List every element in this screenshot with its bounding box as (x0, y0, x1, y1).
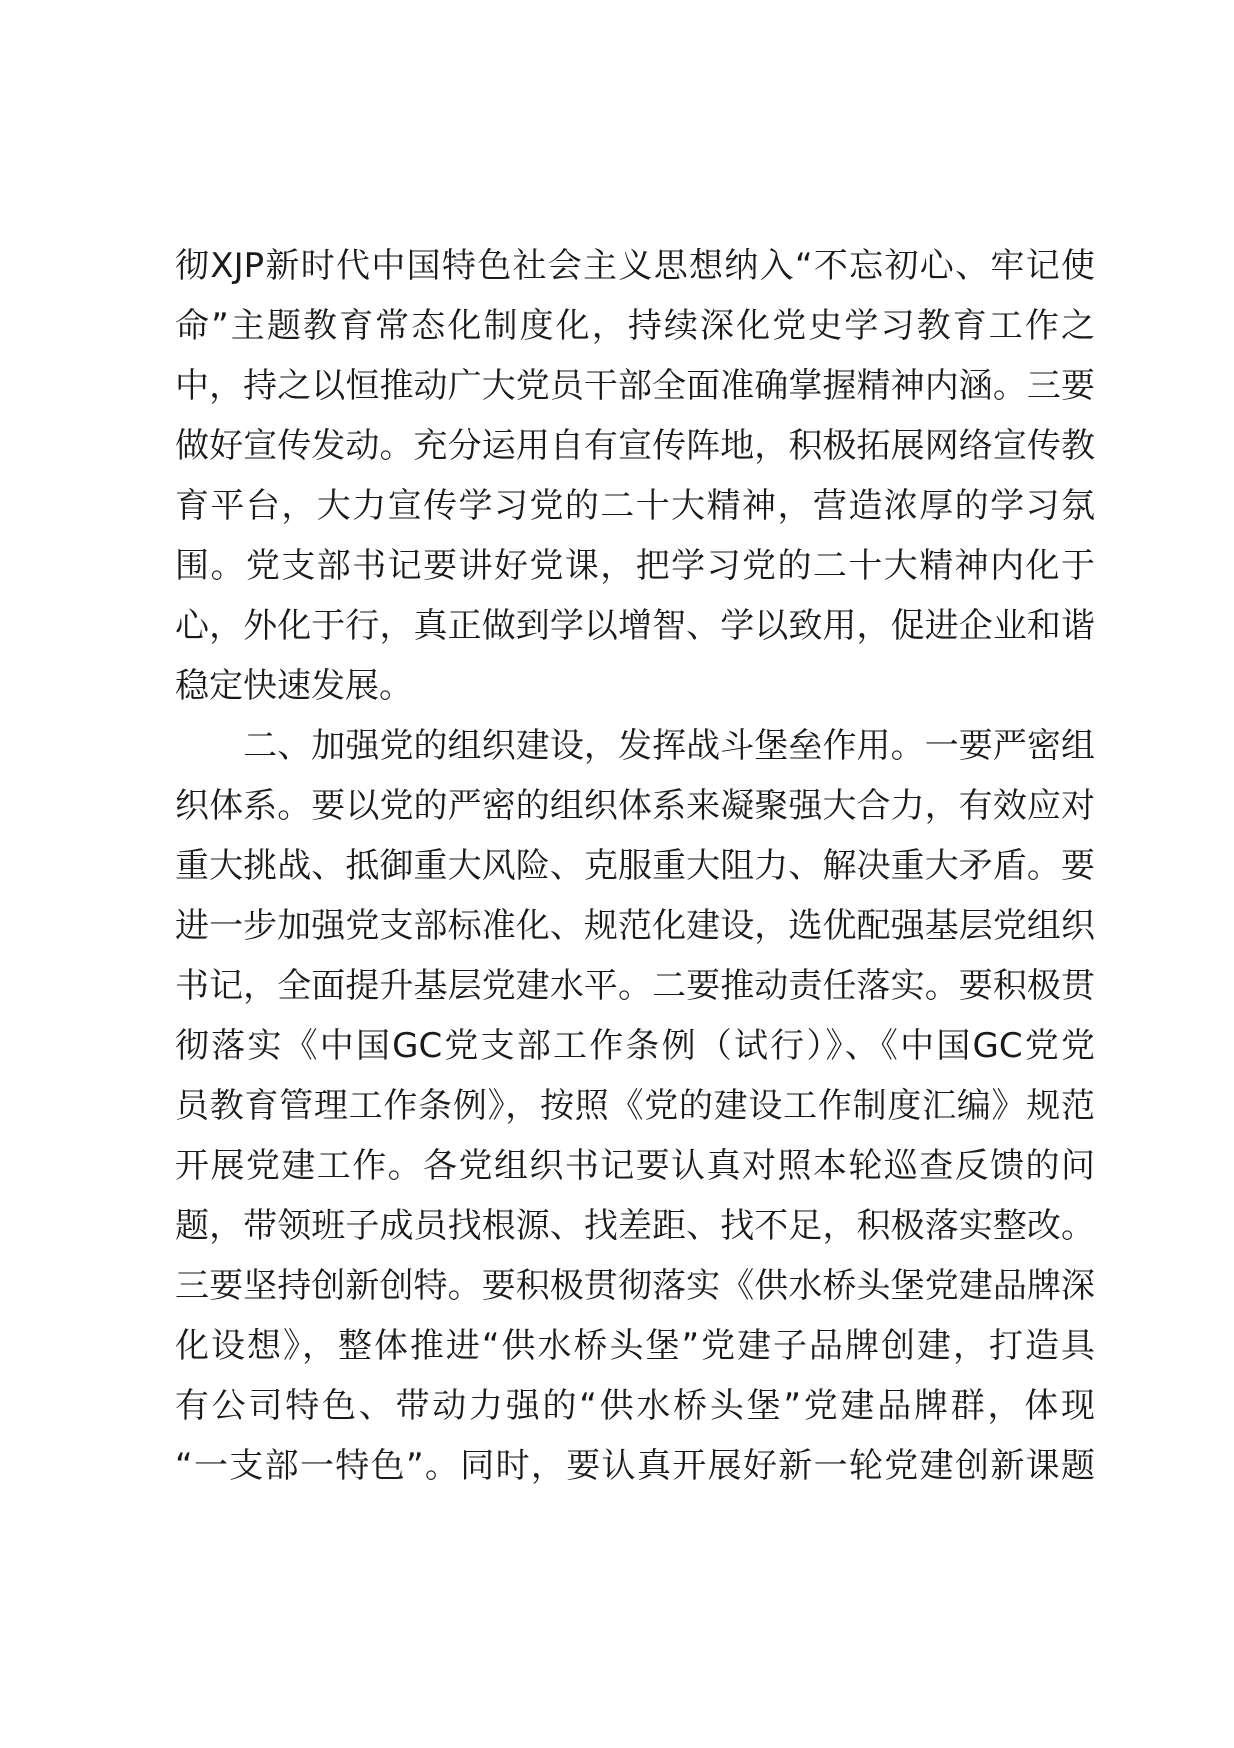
text-line-12: 进一步加强党支部标准化、规范化建设，选优配强基层党组织 (175, 906, 1095, 946)
text-line-10: 织体系。要以党的严密的组织体系来凝聚强大合力，有效应对 (175, 786, 1095, 826)
text-line-5: 育平台，大力宣传学习党的二十大精神，营造浓厚的学习氛 (175, 486, 1095, 526)
text-line-1: 彻XJP新时代中国特色社会主义思想纳入“不忘初心、牢记使 (175, 246, 1095, 286)
text-line-9: 二、加强党的组织建设，发挥战斗堡垒作用。一要严密组 (175, 726, 1095, 766)
text-line-13: 书记，全面提升基层党建水平。二要推动责任落实。要积极贯 (175, 966, 1095, 1006)
text-line-15: 员教育管理工作条例》，按照《党的建设工作制度汇编》规范 (175, 1086, 1095, 1126)
text-line-7: 心，外化于行，真正做到学以增智、学以致用，促进企业和谐 (175, 606, 1095, 646)
text-line-6: 围。党支部书记要讲好党课，把学习党的二十大精神内化于 (175, 546, 1095, 586)
text-line-3: 中，持之以恒推动广大党员干部全面准确掌握精神内涵。三要 (175, 366, 1095, 406)
text-line-18: 三要坚持创新创特。要积极贯彻落实《供水桥头堡党建品牌深 (175, 1266, 1095, 1306)
text-line-14: 彻落实《中国GC党支部工作条例（试行）》、《中国GC党党 (175, 1026, 1095, 1066)
text-line-17: 题，带领班子成员找根源、找差距、找不足，积极落实整改。 (175, 1206, 1095, 1246)
text-line-16: 开展党建工作。各党组织书记要认真对照本轮巡查反馈的问 (175, 1146, 1095, 1186)
text-line-11: 重大挑战、抵御重大风险、克服重大阻力、解决重大矛盾。要 (175, 846, 1095, 886)
text-line-2: 命”主题教育常态化制度化，持续深化党史学习教育工作之 (175, 306, 1095, 346)
text-line-21: “一支部一特色”。同时，要认真开展好新一轮党建创新课题 (175, 1446, 1095, 1486)
text-line-8: 稳定快速发展。 (175, 666, 413, 706)
body-text (175, 236, 1095, 1496)
text-line-19: 化设想》，整体推进“供水桥头堡”党建子品牌创建，打造具 (175, 1326, 1095, 1366)
text-line-20: 有公司特色、带动力强的“供水桥头堡”党建品牌群，体现 (175, 1386, 1095, 1426)
text-line-4: 做好宣传发动。充分运用自有宣传阵地，积极拓展网络宣传教 (175, 426, 1095, 466)
